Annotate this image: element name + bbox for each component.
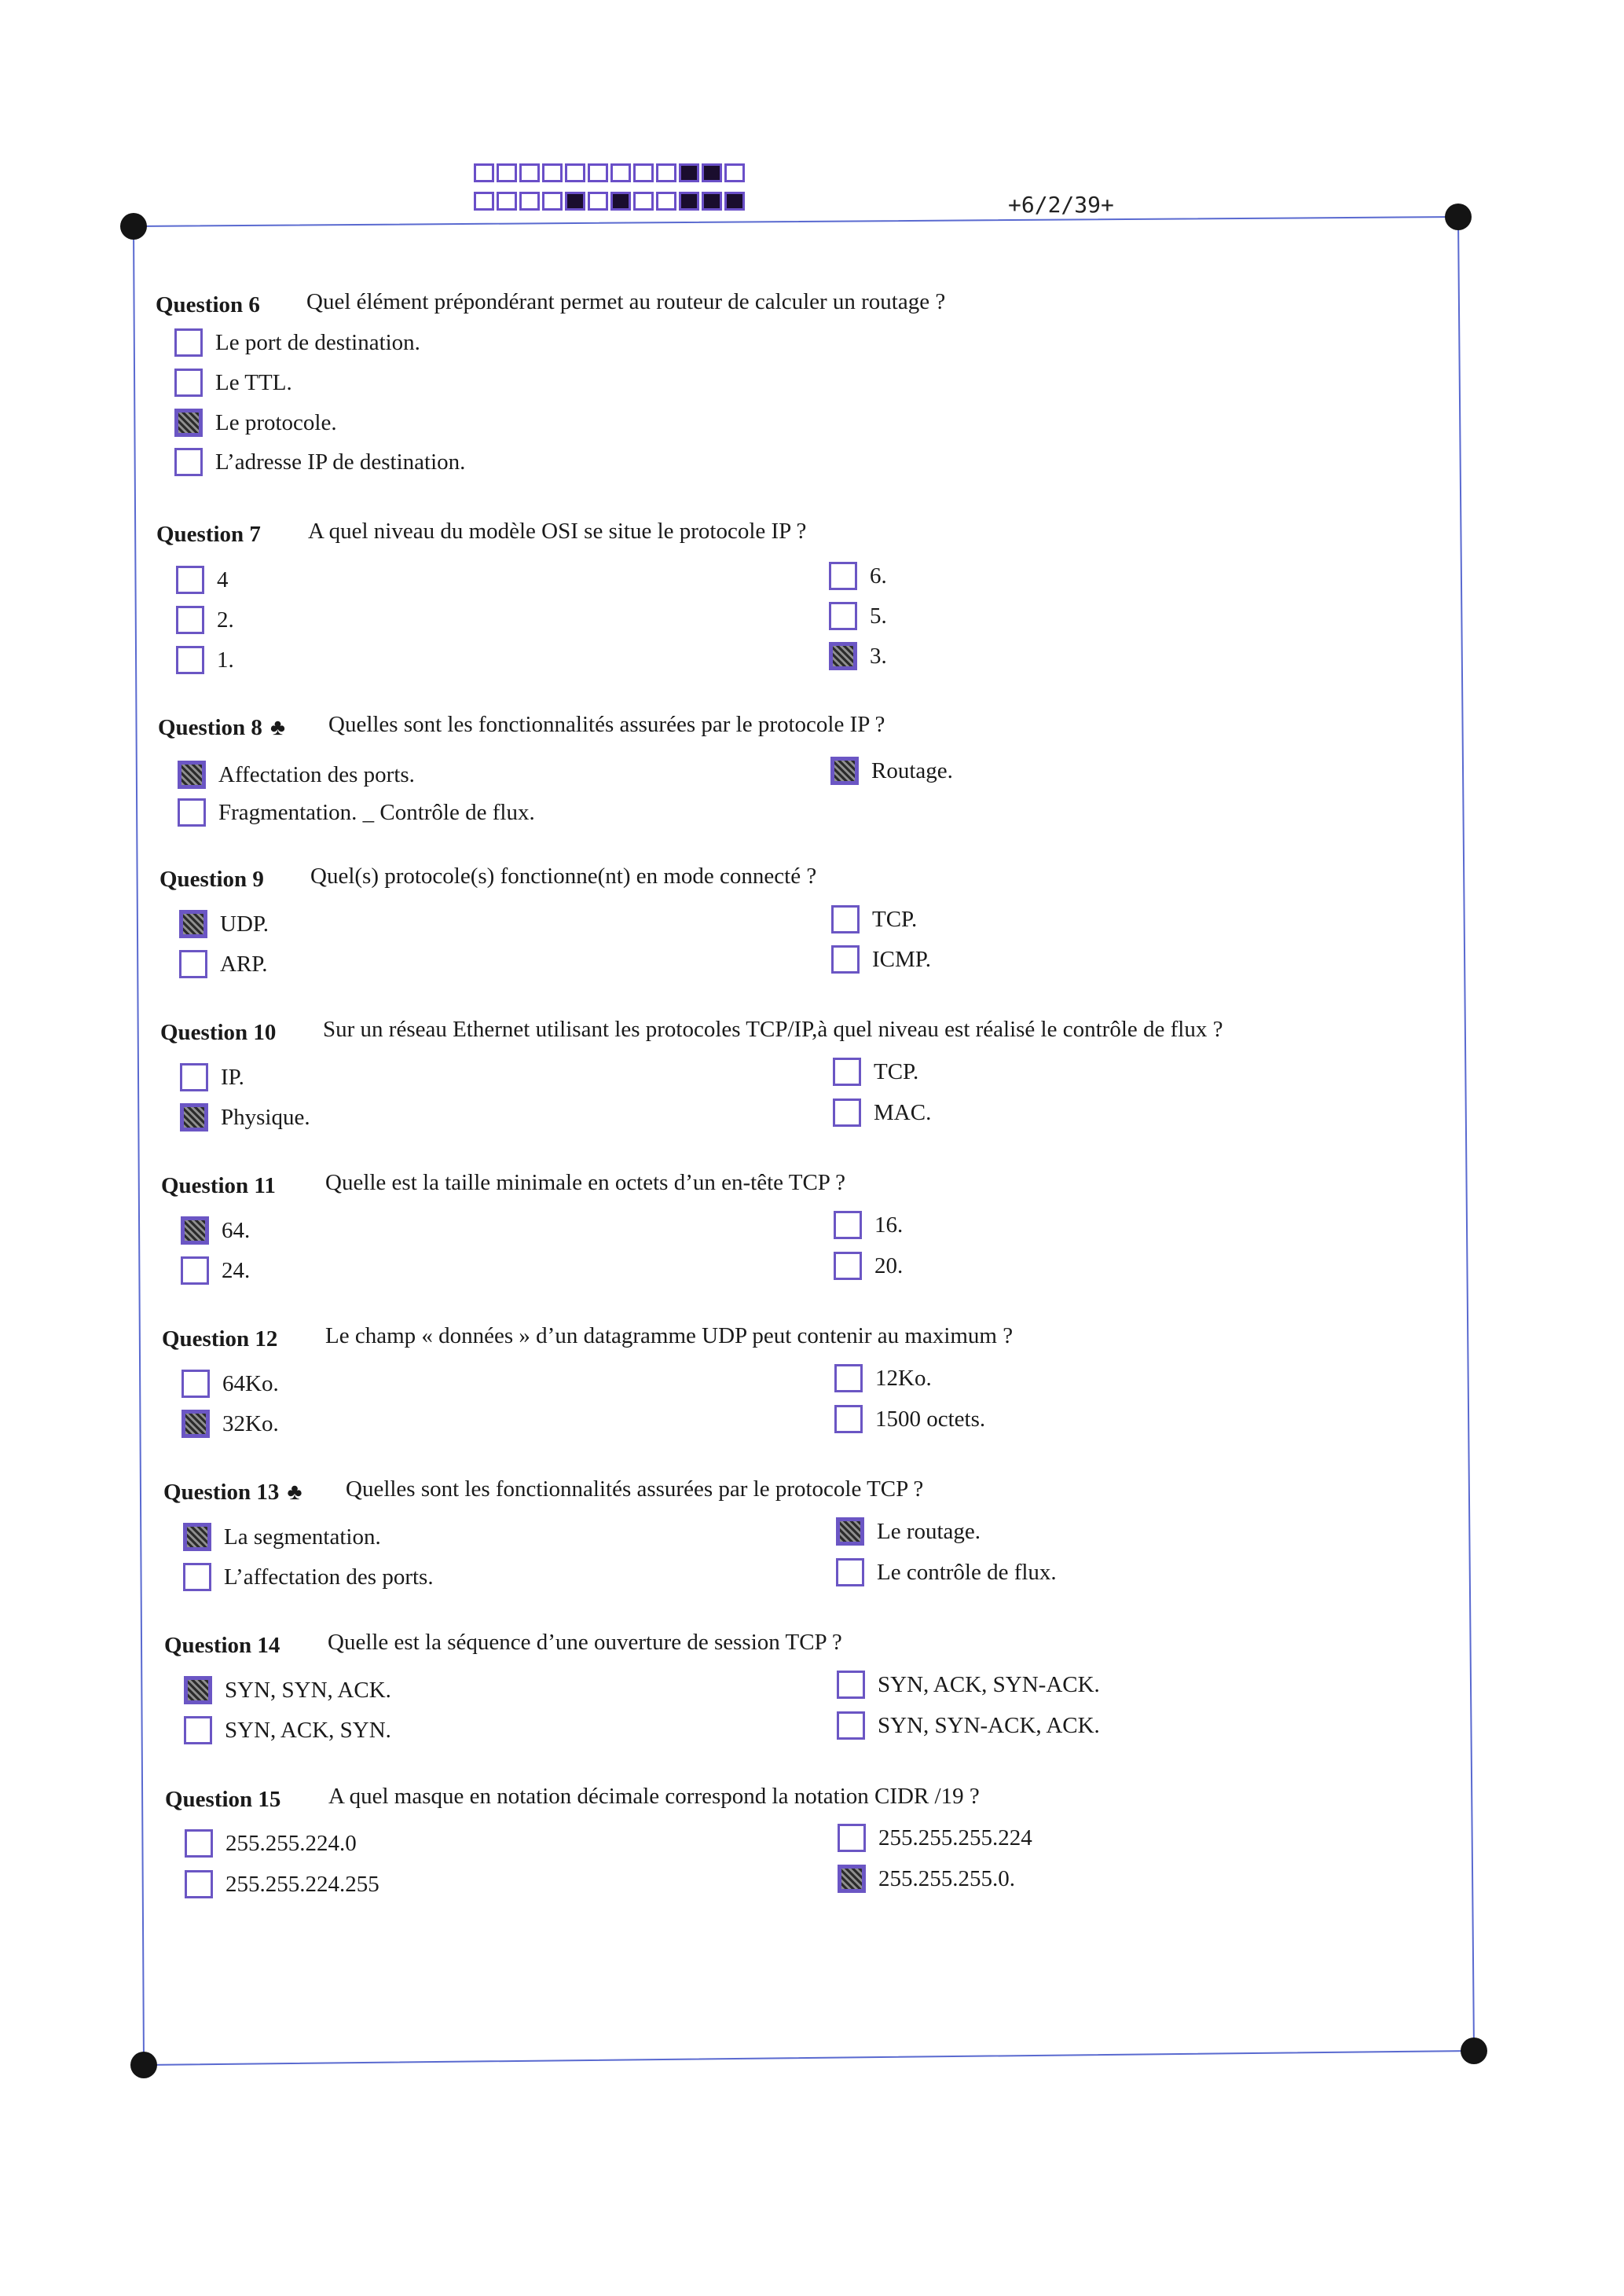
barcode-cell bbox=[724, 192, 745, 211]
answer-option-label: TCP. bbox=[872, 907, 918, 932]
answer-option-label: Physique. bbox=[221, 1105, 310, 1130]
barcode-cell bbox=[679, 163, 699, 182]
question-text: Le champ « données » d’un datagramme UDP peut contenir au maximum ? bbox=[325, 1323, 1014, 1348]
answer-option-label: IP. bbox=[221, 1065, 244, 1090]
question-heading bbox=[163, 1476, 924, 1506]
barcode-cell bbox=[588, 192, 608, 211]
question-text: A quel masque en notation décimale correspond la notation CIDR /19 ? bbox=[328, 1784, 980, 1809]
barcode-cell bbox=[474, 192, 494, 211]
barcode-cell bbox=[610, 192, 631, 211]
question-text: Quelles sont les fonctionnalités assurées par le protocole IP ? bbox=[328, 712, 885, 737]
registration-mark-bottom-left bbox=[130, 2052, 157, 2078]
barcode-cell bbox=[588, 163, 608, 182]
question-number: Question 11 bbox=[161, 1173, 276, 1198]
answer-option-label: Le TTL. bbox=[215, 370, 292, 395]
answer-option-label: 1. bbox=[217, 647, 234, 673]
barcode-cell bbox=[656, 163, 676, 182]
empty-checkbox[interactable] bbox=[834, 1364, 863, 1392]
registration-mark-top-left bbox=[120, 213, 147, 240]
barcode-cell bbox=[519, 163, 540, 182]
barcode-cell bbox=[702, 163, 722, 182]
question-heading bbox=[162, 1323, 1014, 1352]
empty-checkbox[interactable] bbox=[834, 1211, 862, 1239]
empty-checkbox[interactable] bbox=[831, 905, 860, 933]
registration-mark-bottom-right bbox=[1461, 2037, 1487, 2064]
answer-option-label: Le protocole. bbox=[215, 410, 337, 435]
empty-checkbox[interactable] bbox=[831, 945, 860, 974]
multiple-answer-club-icon: ♣ bbox=[287, 1480, 302, 1505]
empty-checkbox[interactable] bbox=[176, 606, 204, 634]
barcode-cell bbox=[565, 163, 585, 182]
empty-checkbox[interactable] bbox=[181, 1256, 209, 1285]
empty-checkbox[interactable] bbox=[184, 1716, 212, 1744]
answer-option-label: 255.255.255.224 bbox=[878, 1825, 1032, 1850]
barcode-cell bbox=[497, 163, 517, 182]
empty-checkbox[interactable] bbox=[174, 369, 203, 397]
answer-option-label: Fragmentation. _ Contrôle de flux. bbox=[218, 800, 535, 825]
empty-checkbox[interactable] bbox=[836, 1558, 864, 1586]
question-number: Question 13 bbox=[163, 1480, 280, 1505]
answer-option-label: 6. bbox=[870, 563, 887, 589]
barcode-cell bbox=[542, 192, 563, 211]
empty-checkbox[interactable] bbox=[829, 602, 857, 630]
answer-option-label: 20. bbox=[874, 1253, 904, 1278]
barcode-cell bbox=[679, 192, 699, 211]
answer-option-label: 12Ko. bbox=[875, 1366, 932, 1391]
checked-checkbox[interactable] bbox=[178, 761, 206, 789]
barcode-cell bbox=[633, 163, 654, 182]
page-barcode-row-2 bbox=[474, 192, 745, 211]
question-text: Quel(s) protocole(s) fonctionne(nt) en mode connecté ? bbox=[310, 864, 817, 889]
checked-checkbox[interactable] bbox=[174, 409, 203, 437]
question-number: Question 7 bbox=[156, 522, 261, 547]
barcode-cell bbox=[542, 163, 563, 182]
question-number: Question 14 bbox=[164, 1633, 280, 1658]
empty-checkbox[interactable] bbox=[838, 1824, 866, 1852]
checked-checkbox[interactable] bbox=[836, 1517, 864, 1546]
barcode-cell bbox=[474, 163, 494, 182]
question-heading bbox=[164, 1630, 842, 1659]
answer-option-label: L’adresse IP de destination. bbox=[215, 449, 466, 475]
question-heading bbox=[159, 864, 817, 893]
question-number: Question 8 bbox=[158, 715, 262, 740]
question-heading bbox=[158, 712, 885, 741]
checked-checkbox[interactable] bbox=[838, 1865, 866, 1893]
answer-option-label: 16. bbox=[874, 1212, 904, 1238]
barcode-cell bbox=[497, 192, 517, 211]
empty-checkbox[interactable] bbox=[174, 328, 203, 357]
question-text: Quel élément prépondérant permet au routeur de calculer un routage ? bbox=[306, 289, 946, 314]
question-heading bbox=[160, 1017, 1223, 1046]
answer-option-label: L’affectation des ports. bbox=[224, 1564, 434, 1590]
answer-option-label: UDP. bbox=[220, 911, 269, 937]
answer-option-label: SYN, SYN, ACK. bbox=[225, 1678, 391, 1703]
question-number: Question 9 bbox=[159, 867, 264, 892]
barcode-cell bbox=[610, 163, 631, 182]
answer-option-label: 3. bbox=[870, 644, 887, 669]
question-heading bbox=[156, 289, 946, 318]
answer-option-label: 4 bbox=[217, 567, 229, 592]
question-number: Question 15 bbox=[165, 1787, 281, 1812]
barcode-cell bbox=[633, 192, 654, 211]
checked-checkbox[interactable] bbox=[183, 1523, 211, 1551]
answer-option-label: ARP. bbox=[220, 952, 268, 977]
multiple-answer-club-icon: ♣ bbox=[269, 715, 285, 740]
empty-checkbox[interactable] bbox=[185, 1870, 213, 1898]
empty-checkbox[interactable] bbox=[174, 448, 203, 476]
answer-option-label: Le port de destination. bbox=[215, 330, 420, 355]
empty-checkbox[interactable] bbox=[183, 1563, 211, 1591]
empty-checkbox[interactable] bbox=[834, 1252, 862, 1280]
answer-option-label: La segmentation. bbox=[224, 1524, 381, 1550]
page-barcode-row-1 bbox=[474, 163, 745, 182]
question-number: Question 6 bbox=[156, 292, 260, 317]
answer-option-label: Le routage. bbox=[877, 1519, 981, 1544]
empty-checkbox[interactable] bbox=[179, 950, 207, 978]
empty-checkbox[interactable] bbox=[176, 646, 204, 674]
empty-checkbox[interactable] bbox=[176, 566, 204, 594]
answer-option-label: SYN, ACK, SYN. bbox=[225, 1718, 391, 1743]
barcode-cell bbox=[565, 192, 585, 211]
empty-checkbox[interactable] bbox=[185, 1829, 213, 1858]
checked-checkbox[interactable] bbox=[181, 1410, 210, 1438]
answer-option-label: 255.255.224.0 bbox=[225, 1831, 357, 1856]
answer-option-label: 255.255.255.0. bbox=[878, 1866, 1015, 1891]
empty-checkbox[interactable] bbox=[181, 1370, 210, 1398]
question-number: Question 12 bbox=[162, 1326, 278, 1352]
question-heading bbox=[165, 1784, 980, 1813]
empty-checkbox[interactable] bbox=[178, 798, 206, 827]
empty-checkbox[interactable] bbox=[180, 1063, 208, 1091]
question-text: A quel niveau du modèle OSI se situe le protocole IP ? bbox=[308, 519, 807, 544]
answer-option-label: 1500 octets. bbox=[875, 1407, 986, 1432]
answer-option-label: SYN, SYN-ACK, ACK. bbox=[878, 1713, 1100, 1738]
barcode-cell bbox=[656, 192, 676, 211]
answer-option-label: SYN, ACK, SYN-ACK. bbox=[878, 1672, 1100, 1697]
answer-option-label: TCP. bbox=[874, 1059, 919, 1084]
question-text: Quelle est la séquence d’une ouverture de session TCP ? bbox=[328, 1630, 842, 1655]
answer-option-label: Affectation des ports. bbox=[218, 762, 415, 787]
page-code: +6/2/39+ bbox=[1008, 192, 1114, 218]
answer-option-label: 2. bbox=[217, 607, 234, 633]
empty-checkbox[interactable] bbox=[837, 1711, 865, 1740]
answer-option-label: 5. bbox=[870, 603, 887, 629]
answer-option-label: Le contrôle de flux. bbox=[877, 1560, 1057, 1585]
empty-checkbox[interactable] bbox=[837, 1671, 865, 1699]
answer-option-label: 255.255.224.255 bbox=[225, 1872, 379, 1897]
empty-checkbox[interactable] bbox=[829, 562, 857, 590]
empty-checkbox[interactable] bbox=[834, 1405, 863, 1433]
barcode-cell bbox=[702, 192, 722, 211]
checked-checkbox[interactable] bbox=[829, 642, 857, 670]
answer-option-label: 24. bbox=[222, 1258, 251, 1283]
answer-option-label: 32Ko. bbox=[222, 1411, 279, 1436]
checked-checkbox[interactable] bbox=[181, 1216, 209, 1245]
barcode-cell bbox=[724, 163, 745, 182]
registration-mark-top-right bbox=[1445, 204, 1472, 230]
answer-option-label: Routage. bbox=[871, 758, 953, 783]
empty-checkbox[interactable] bbox=[833, 1098, 861, 1127]
answer-option-label: 64Ko. bbox=[222, 1371, 279, 1396]
question-text: Quelle est la taille minimale en octets d’un en-tête TCP ? bbox=[325, 1170, 845, 1195]
question-number: Question 10 bbox=[160, 1020, 277, 1045]
question-heading bbox=[156, 519, 807, 548]
answer-option-label: ICMP. bbox=[872, 947, 931, 972]
checked-checkbox[interactable] bbox=[180, 1103, 208, 1131]
question-heading bbox=[161, 1170, 845, 1199]
checked-checkbox[interactable] bbox=[184, 1676, 212, 1704]
checked-checkbox[interactable] bbox=[830, 757, 859, 785]
empty-checkbox[interactable] bbox=[833, 1058, 861, 1086]
answer-option-label: 64. bbox=[222, 1218, 251, 1243]
question-text: Quelles sont les fonctionnalités assurées par le protocole TCP ? bbox=[346, 1476, 924, 1502]
question-text: Sur un réseau Ethernet utilisant les protocoles TCP/IP,à quel niveau est réalisé le contrôle de flux ? bbox=[323, 1017, 1223, 1042]
checked-checkbox[interactable] bbox=[179, 910, 207, 938]
answer-option-label: MAC. bbox=[874, 1100, 932, 1125]
barcode-cell bbox=[519, 192, 540, 211]
